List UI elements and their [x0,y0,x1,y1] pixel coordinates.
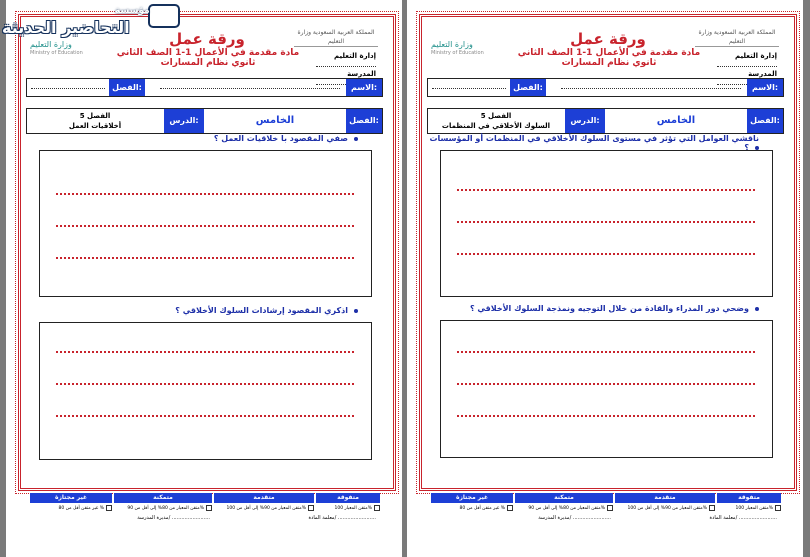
level-advanced: متقدمة [214,493,314,503]
teacher-signature: معلمة المادة/ ........................ [308,515,376,521]
assessment-footer [431,493,781,523]
worksheet-title: ورقة عمل [169,30,245,48]
criterion-3[interactable]: متقن المعيار من 80% إلى أقل من 90% [515,504,613,514]
name-field[interactable] [561,87,741,89]
assessment-footer [30,493,380,523]
answer-box-2[interactable] [39,322,372,460]
name-field[interactable] [160,87,340,89]
ministry-logo: وزارة التعليم Ministry of Education [30,40,83,56]
kingdom-crest: المملكة العربية السعودية وزارة التعليم [695,28,779,47]
answer-box-2[interactable] [440,320,773,458]
kingdom-crest: المملكة العربية السعودية وزارة التعليم [294,28,378,47]
level-not-passed: غير مجتازة [30,493,112,503]
principal-signature: مديرة المدرسة/ ........................ [538,515,611,521]
car-icon [148,4,180,28]
watermark-logo [0,0,185,45]
lesson-row [26,108,383,134]
ministry-logo: وزارة التعليم Ministry of Education [431,40,484,56]
question-1: ناقشي العوامل التي تؤثر في مستوى السلوك الأخلاقي في المنظمات أو المؤسسات ؟ [429,134,759,152]
worksheet-subtitle: مادة مقدمة في الأعمال 1-1 الصف الثاني ثانوي نظام المسارات [116,48,300,68]
name-class-row [427,78,784,97]
class-label: الفصل: [510,79,546,96]
criterion-2[interactable]: متقن المعيار من 90% إلى أقل من 100% [615,504,715,514]
worksheet-right [407,0,803,557]
lesson-label: الدرس: [164,109,204,133]
criterion-4[interactable]: غير متقن أقل من 80 % [30,504,112,514]
lesson-row [427,108,784,134]
answer-box-1[interactable] [440,150,773,297]
criterion-1[interactable]: متقن المعيار 100% [316,504,380,514]
answer-box-1[interactable] [39,150,372,297]
question-2: اذكري المقصود إرشادات السلوك الأخلاقي ؟ [26,306,358,315]
admin-school-fields: إدارة التعليم المدرسة [687,52,777,88]
principal-signature: مديرة المدرسة/ ........................ [137,515,210,521]
question-2: وضحي دور المدراء والقادة من خلال التوجيه ونمذجة السلوك الأخلاقي ؟ [427,304,759,313]
teacher-signature: معلمة المادة/ ........................ [709,515,777,521]
worksheet-title: ورقة عمل [570,30,646,48]
class-label: الفصل: [109,79,145,96]
class-field[interactable] [432,87,506,89]
level-advanced: متقدمة [615,493,715,503]
criterion-2[interactable]: متقن المعيار من 90% إلى أقل من 100% [214,504,314,514]
criterion-1[interactable]: متقن المعيار 100% [717,504,781,514]
criterion-3[interactable]: متقن المعيار من 80% إلى أقل من 90% [114,504,212,514]
admin-school-fields: إدارة التعليم المدرسة [286,52,376,88]
question-1: صفي المقصود با خلاقيات العمل ؟ [26,134,358,143]
criterion-4[interactable]: غير متقن أقل من 80 % [431,504,513,514]
unit-value: الخامس [255,115,295,126]
name-label: الاسم: [747,79,783,96]
unit-label: الفصل: [747,109,783,133]
unit-label: الفصل: [346,109,382,133]
level-excellent: متفوقة [316,493,380,503]
header [425,22,785,78]
level-not-passed: غير مجتازة [431,493,513,503]
level-proficient: متمكنة [114,493,212,503]
lesson-name: الفصل 5 أخلاقيات العمل [68,112,122,130]
lesson-name: الفصل 5 السلوك الأخلاقي في المنظمات [441,112,551,130]
watermark-main: التحاضير الحديثة [2,18,130,37]
level-proficient: متمكنة [515,493,613,503]
name-class-row [26,78,383,97]
worksheet-subtitle: مادة مقدمة في الأعمال 1-1 الصف الثاني ثانوي نظام المسارات [517,48,701,68]
watermark-top: مؤسسة [115,6,150,16]
class-field[interactable] [31,87,105,89]
lesson-label: الدرس: [565,109,605,133]
name-label: الاسم: [346,79,382,96]
unit-value: الخامس [656,115,696,126]
worksheet-left [6,0,402,557]
level-excellent: متفوقة [717,493,781,503]
